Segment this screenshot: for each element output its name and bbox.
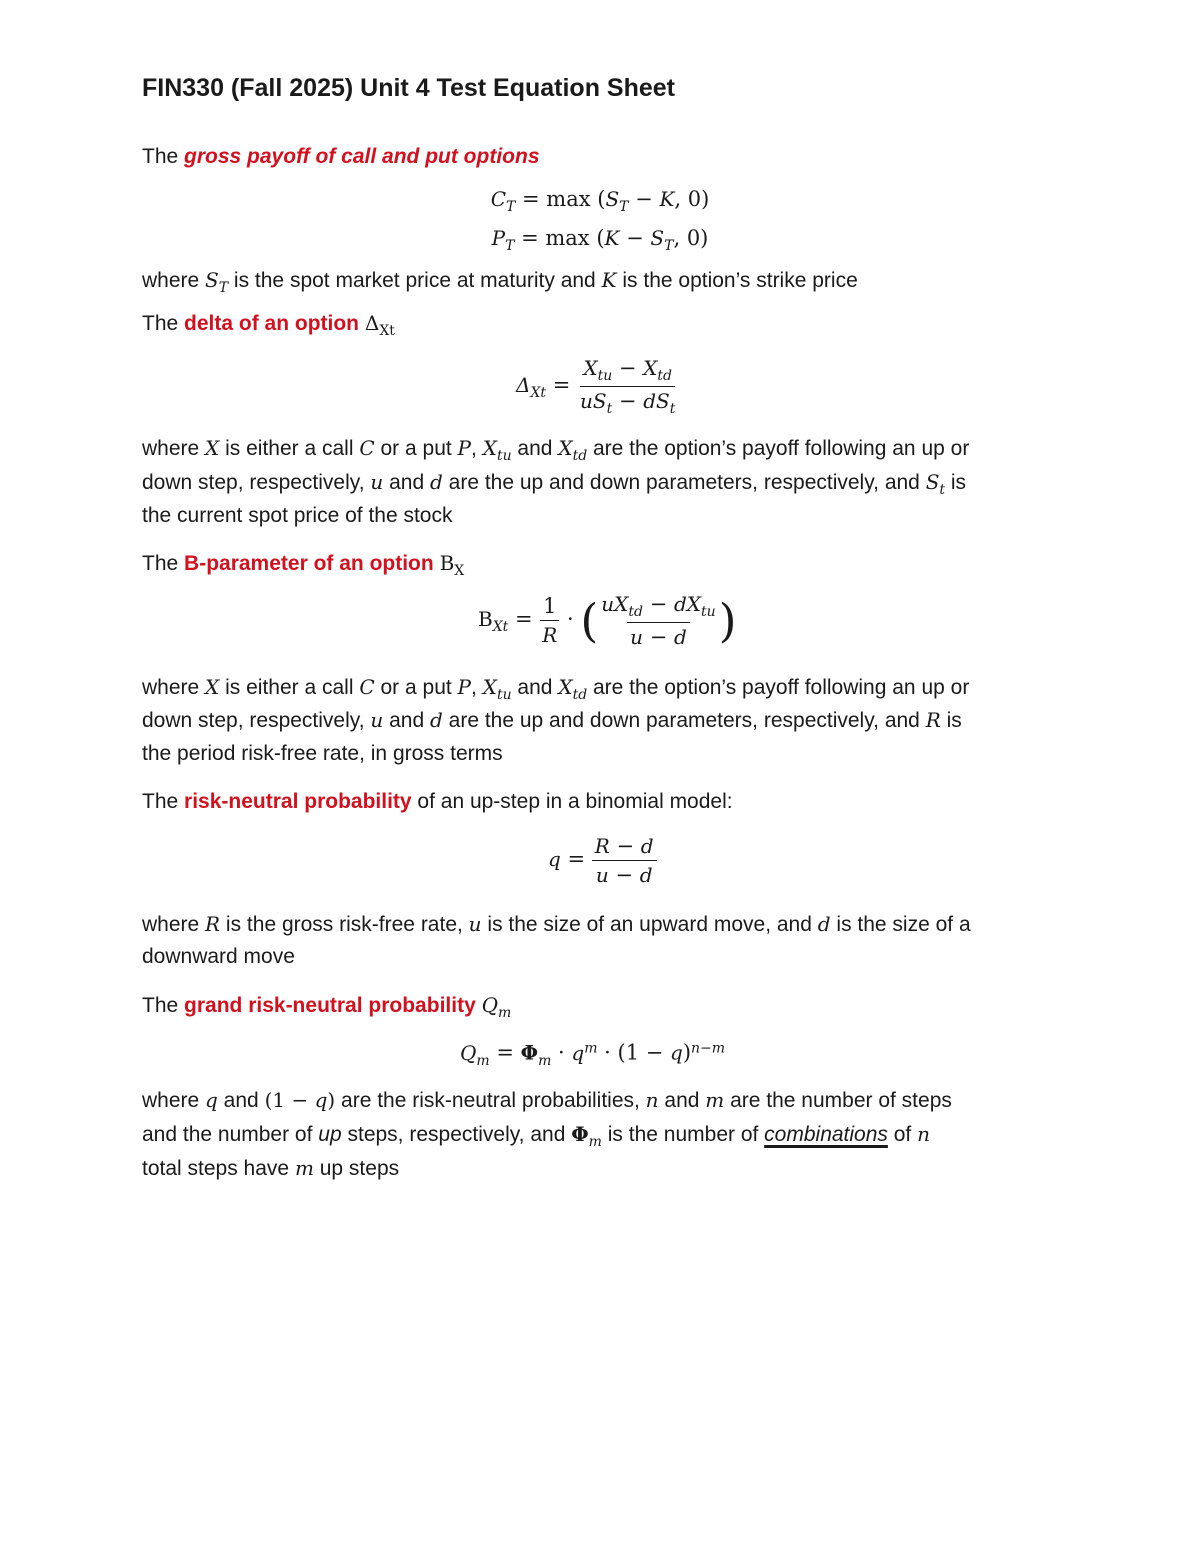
section-risk-neutral-heading: The risk-neutral probability of an up-step in a binomial model: [142, 790, 733, 813]
gross-payoff-description: where $S_T$ is the spot market price at maturity and K is the option’s strike price [142, 268, 858, 296]
section-delta-heading: The delta of an option $\Delta_{Xt}$ [142, 311, 395, 339]
b-parameter-description-line-3: the period risk-free rate, in gross terms [142, 742, 503, 765]
gross-payoff-heading: gross payoff of call and put options [184, 145, 540, 168]
grand-risk-neutral-heading: grand risk-neutral probability [184, 994, 476, 1017]
b-parameter-description-line-1: where X is either a call C or a put P, $X_{tu}$ and $X_{td}$ are the option’s payoff following an up or [142, 675, 970, 703]
risk-neutral-heading: risk-neutral probability [184, 790, 412, 813]
equation-put-payoff: $P_T = \max (K - S_T$, 0) [491, 226, 709, 254]
risk-neutral-description-line-2: downward move [142, 945, 295, 968]
section-gross-payoff-heading: The gross payoff of call and put options [142, 145, 540, 168]
grand-risk-neutral-description-line-3: total steps have m up steps [142, 1156, 400, 1180]
grand-risk-neutral-description-line-2: and the number of up steps, respectively, and $\Phi_m$ is the number of combinations of n [142, 1122, 930, 1150]
section-b-parameter-heading: The B-parameter of an option $B_X$ [142, 551, 465, 579]
b-parameter-description-line-2: down step, respectively, u and d are the up and down parameters, respectively, and R is [142, 708, 962, 732]
section-grand-risk-neutral-heading: The grand risk-neutral probability $Q_m$ [142, 993, 512, 1021]
page-title: FIN330 (Fall 2025) Unit 4 Test Equation Sheet [142, 74, 675, 102]
delta-description-line-1: where X is either a call C or a put P, $X_{tu}$ and $X_{td}$ are the option’s payoff following an up or [142, 436, 970, 464]
delta-description-line-3: the current spot price of the stock [142, 504, 453, 527]
equation-risk-neutral: q = $\frac{R - d}{u - d}$ [548, 834, 657, 887]
equation-b-parameter: $B_{Xt}$ = $\frac{1}{R}$ · ( $\frac{uX_{td} - dX_{tu}}{u - d}$ ) [478, 592, 737, 649]
b-parameter-heading: B-parameter of an option [184, 552, 434, 575]
grand-risk-neutral-description-line-1: where q and (1 − q) are the risk-neutral probabilities, n and m are the number of steps [142, 1088, 952, 1112]
equation-call-payoff: $C_T = \max (S_T - K$, 0) [490, 187, 710, 215]
equation-delta: $\Delta_{Xt}$ = $\frac{X_{tu} - X_{td}}{uS_t - dS_t}$ [516, 356, 676, 417]
delta-heading: delta of an option [184, 312, 360, 335]
delta-description-line-2: down step, respectively, u and d are the up and down parameters, respectively, and $S_t$ is [142, 470, 967, 498]
combinations-underlined: combinations [764, 1123, 888, 1146]
risk-neutral-description-line-1: where R is the gross risk-free rate, u is the size of an upward move, and d is the size of a [142, 912, 971, 936]
equation-grand-risk-neutral: $Q_m = \Phi_m \cdot q^m \cdot (1 - q)^{n-m}$ [460, 1040, 726, 1069]
